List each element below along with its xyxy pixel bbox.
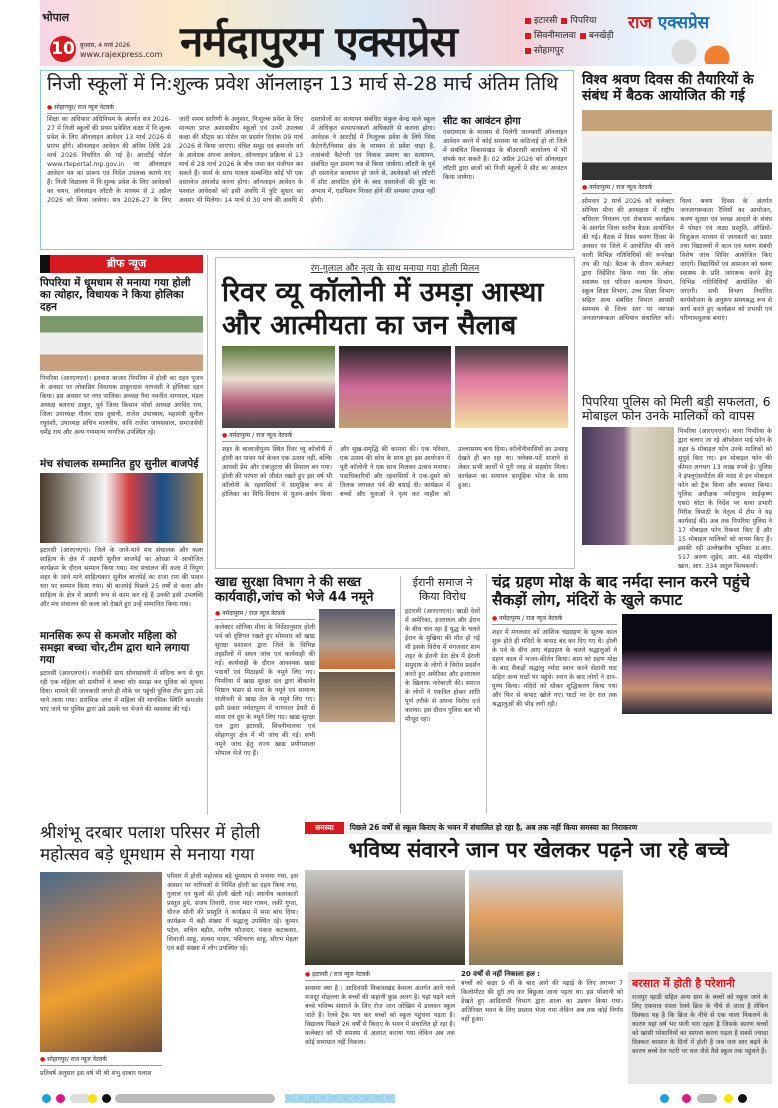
food-photo-2 [319,672,395,722]
brief-news-label: ब्रीफ न्यूज [40,255,203,273]
city-label: भोपाल [42,11,70,24]
website: www.rajexpress.com [80,50,163,59]
food-photo-1 [319,609,395,669]
byline: ● नर्मदापुरम / राज न्यूज नेटवर्क [582,183,672,194]
brief-body: पिपरिया (आरएनएन)। इतवारा बाजार पिपरिया में होली का दहन पूजन के अवसर पर लोकप्रिय विधायक ठाकुरदास नागवंशी ने होलिका दहन किया। इस अवसर पर नगर पालिका अध्यक्ष नैना नवनीत नागपाल, मंडल अध्यक्ष बलराम ठाकुर, पूर्व जिला किसान मोर्चा अध्यक्ष अरविंद राय, जिला उपाध्यक्ष गौतम दास दुबानी, राजेश उपाध्याय, महामंत्री सुनील रघुवंशी, उपाध्यक्ष सचिन मालवीय, कवि राजेश जायसवाल, समाजसेवी धर्मेंद्र राय और अन्य गणमान्य नागरिक उपस्थित रहे। [40,375,203,437]
lead-story [40,70,574,250]
iran-headline: ईरानी समाज ने किया विरोध [412,576,473,603]
eclipse-story [486,574,772,814]
holika-photo [40,316,203,371]
center-headline: रिवर व्यू कॉलोनी में उमड़ा आस्था और आत्मीयता का जन सैलाब [222,277,544,341]
center-body: शहर के बालाजीपुरम स्थित रिवर व्यू कॉलोनी में होली का पावन पर्व केवल एक उत्सव नहीं, बल्कि आपसी प्रेम और एकजुटता की मिसाल बन गया। होली की परंपरा को जीवंत रखते हुए इस वर्ष भी कॉलोनी के रहवासियों ने सामूहिक रूप से होलिका का विधि-विधान से पूजन-अर्चन किया और सुख-समृद्धि की कामना की। एक परिवार, एक उत्सव की सोच के साथ हुए इस आयोजन में पूरी कॉलोनी ने एक साथ मिलकर उत्सव मनाया। पदाधिकारियों और रहवासियों ने एक-दूसरे को तिलक लगाकर पर्व की बधाई दी। कार्यक्रम में बच्चों और युवाओं ने नृत्य कर माहौल को उल्लासमय बना दिया। कॉलोनीवासियों का उत्साह देखते ही बन रहा था। फ्लेक्स-पर्दे सजाने से लेकर सभी कार्यों में पूरी तरह से सहयोग मिला। कार्यक्रम का समापन सामूहिक भोज के साथ हुआ। [222,446,568,498]
registration-mark-yellow [724,1094,733,1103]
police-headline: पिपरिया पुलिस को मिली बड़ी सफलता, 6 मोबाइल फोन उनके मालिकों को वापस [582,394,771,424]
police-story [582,395,772,577]
registration-mark-gray [70,1094,90,1103]
edition: इटारसी [525,14,557,29]
byline: ● नर्मदापुरम / राज न्यूज नेटवर्क [222,431,332,442]
brand-left: राज [628,13,652,33]
newspaper-title: नर्मदापुरम एक्सप्रेस [180,17,457,66]
meeting-photo [582,110,772,180]
center-kicker: रंग-गुलाल और नृत्य के साथ मनाया गया होली मिलन [310,264,480,274]
police-body: पिपरिया (आरएनएन)। थाना पिपरिया के द्वारा चलाए जा रहे ऑपरेशन माई फोन के तहत 6 मोबाइल फोन उनके मालिकों को सुपुर्द किए गए। इन मोबाइल फोन की कीमत लगभग 13 लाख रुपये है। पुलिस ने इंफ्लूएंसपोर्टल की मदद से इन मोबाइल फोन को ट्रैक किया और बरामद किया। पुलिस अधीक्षक नर्मदापुरम साईकृष्ण एस0 थोटा के निर्देश पर थाना प्रभारी गिरीश त्रिपाठी के नेतृत्व में टीम ने यह कार्यवाई की। अब तक पिपरिया पुलिस ने 17 मोबाइल फोन रिकवर किए हैं और 15 मोबाइल मालिकों को वापस किए हैं। इसकी रही उल्लेखनीय भूमिका प्र.आर. 517 अरुण जुड़ेव, आर. 48 मोहसीन खान, आर. 334 अतुल विश्वकर्मा। [678,427,772,570]
lead-text: शिक्षा का अधिकार अधिनियम के अंतर्गत सत्र 2026-27 में निजी स्कूलों की प्रथम प्रवेशित कक्षा में नि:शुल्क प्रवेश के लिए ऑनलाइन आवेदन 13 मार्च 2026 से प्रारंभ होंगे। ऑनलाइन आवेदन की अंतिम तिथि 28 मार्च 2026 निर्धारित की गई है। आरटीई पोर्टल www.rteportal.mp.gov.in पर ऑनलाइन आवेदन पत्र का प्रारूप एवं निर्देश उपलब्ध कराये गए हैं। निजी विद्यालय में नि:शुल्क प्रवेश के लिए आवेदकों का चयन, ऑनलाइन लॉटरी के माध्यम से 2 अप्रैल 2026 को किया जावेगा। सत्र 2026-27 के लिए जारी समय सारिणी के अनुसार, निःशुल्क प्रवेश के लिए मान्यता प्राप्त अशासकीय स्कूलों एवं उनमें उपलब्ध कक्षा की सीट्स का पोर्टल पर प्रदर्शन दिनांक 09 मार्च 2026 से किया जाएगा। वंचित समूह एवं कमजोर वर्ग के आवेदक अपना आवेदन, ऑनलाइन प्रक्रिया से 13 मार्च से 28 मार्च 2026 के बीच जमा कर पंजीयन कर सकते हैं। फार्म के साथ पात्रता सम्बन्धित कोई भी एक दस्तावेज अपलोड करना होगा। ऑनलाइन आवेदन के पश्चात आवेदकों को इसी अवधि में त्रुटि सुधार का अवसर भी मिलेगा। 14 मार्च से 30 मार्च की अवधि में दस्तावेजों का सत्यापन संबंधित संकुल केन्द्र वाले स्कूल में अधिकृत सत्यापनकर्ता अधिकारी से कराना होगा। आवेदक ने आरटीई में निःशुल्क प्रवेश के लिये जिस कैटेगरी/निवास क्षेत्र के माध्यम से प्रवेश चाहा है, तत्संबंधी कैटेगरी एवं निवास प्रमाण का सत्यापन, संबंधित मूल प्रमाण पत्र से किया जायेगा। लॉटरी के पूर्व ही दस्तावेज सत्यापन हो जाने से, आवेदकों को लॉटरी में सीट आवंटित होने के बाद दस्तावेजों की त्रुटि या अभाव में, एडमिशन निरस्त होने की समस्या उत्पन्न नहीं होगी। [47,116,435,204]
brief-headline: पिपरिया में धूमधाम से मनाया गया होली का त्योहार, विधायक ने किया होलिका दहन [40,277,191,314]
school-subhead: 20 वर्षों से नहीं निकाला हल : [461,970,540,978]
holi-mahotsav-body: परिसर में होली महोत्सव बड़े धूमधाम से मनाया गया, इस अवसर पर नारियलों से निर्मित होली का दहन किया गया, गुलाल एवं फूलों की होली खेली गई। स्थानीय कलाकारों प्रस्तुत हुये, संजय तिवारी, राजा मंदर गायन, लकी गुप्ता, धीरज सोनी की प्रस्तुति ने कार्यक्रम में समा बांध दिया। कार्यक्रम में बड़ी संख्या में श्रद्धालु उपस्थित रहे। कुमार पटेल, सचिन बड़ौत, मनीष फौजदार, पंकज कटकवार, शिवाजी साहू, सत्यम यादव, पशिचरण साहू, सौरभ मेहता एवं बड़ी संख्या में लोग उपस्थित रहे। [167,873,298,952]
holi-photo-2 [339,346,452,428]
registration-tints [285,1094,395,1103]
byline: ● इटारसी / राज न्यूज नेटवर्क [305,970,455,981]
brand-logo [628,10,709,33]
registration-mark-cyan [660,1094,669,1103]
registration-mark-cyan [42,1094,51,1103]
holi-drum-illustration [640,34,750,64]
school-story [305,822,772,1087]
holi-mahotsav-story [40,822,298,1087]
edition: सोहागपुर [525,44,563,59]
brand-right: एक्सप्रेस [657,13,710,33]
rain-box-body: राजपुर म्हाडी सहित अन्य ग्राम के बच्चों को स्कूल जाने के लिए एकमात्र रास्ता रेलवे ब्रिज के नीचे से जाता है लेकिन दिक्कत यह है कि ब्रिज के नीचे से एक नाला निकलने के कारण वहां वर्ष भर पानी भरा रहता है जिसके कारण बच्चों को खासी परेशानियों का सामना करना पड़ता है सबसे ज्यादा दिक्कत बरसात के दिनों में होती है जब जल स्तर बढ़ने के कारण बच्चे रेल पटरी पर चल जैसे तैसे स्कूल तक पहुंचते हैं। [632,994,768,1055]
problem-label: समस्या [305,822,344,834]
holi-mahotsav-headline: श्रीशंभू दरबार पलाश परिसर में होली महोत्सव बड़े धूमधाम से मनाया गया [40,823,261,865]
eclipse-headline: चंद्र ग्रहण मोक्ष के बाद नर्मदा स्नान करने पहुंचे सैकड़ों लोग, मंदिरों के खुले कपाट [492,573,750,609]
right-top-body: सोमवार 2 मार्च 2026 को कलेक्टर सोनिया मीना की अध्यक्षता में राष्ट्रीय बधिरता नियंत्रण एवं रोकथाम कार्यक्रम के अंतर्गत जिला स्तरीय बैठक आयोजित की गई। बैठक में विश्व श्रवण दिवस के अवसर पर जिले में आयोजित की जाने वाली विभिन्न गतिविधियों की रूपरेखा तय की गई। बैठक के दौरान कलेक्टर द्वारा निर्देशित किया गया कि लोक स्वास्थ्य एवं परिवार कल्याण विभाग, स्कूल शिक्षा विभाग, उच्च शिक्षा विभाग सहित अन्य संबंधित विभाग आपसी समन्वय से जिला स्तर पर व्यापक जनजागरूकता अभियान संचालित करें। विश्व श्रवण दिवस के अंतर्गत जनजागरूकता रैलियों का आयोजन, श्रवण सुरक्षा एवं स्वच्छ आदतों के संबंध में पोस्टर एवं नाट्य प्रस्तुति, ऑडियो-विजुअल माध्यम से जानकारी का प्रसार तथा विद्यालयों में कान एवं श्रवण संबंधी विशेष जांच शिविर आयोजित किए जाएंगे। विद्यार्थियों एवं आमजन को श्रवण स्वास्थ्य के प्रति जागरूक करने हेतु विभिन्न गतिविधियाँ आयोजित की जाएंगी। सभी विभाग निर्धारित कार्ययोजना के अनुरूप समयबद्ध रूप से कार्य करते हुए कार्यक्रम को प्रभावी एवं परिणाममूलक बनाएं। [582,198,772,323]
iran-story [400,576,480,814]
registration-mark-magenta [56,1094,65,1103]
rain-box-title: बरसात में होती है परेशानी [632,977,735,990]
eclipse-body: शहर में मंगलवार को आंशिक चंद्रग्रहण के सूतक काल शुरू होते ही मंदिरों के कपाट बंद कर दिए गए थे। होली के पर्व के बीच आए चंद्रग्रहण के चलते श्रद्धालुओं ने ग्रहण काल में भजन-कीर्तन किया। शाम को ग्रहण मोक्ष के बाद सैकड़ों श्रद्धालु नर्मदा स्नान करने सेठानी घाट सहित अन्य घाटों पर पहुंचे। स्नान के बाद लोगों ने दान-पुण्य किया। मंदिरों को धोकर शुद्धिकरण किया गया और फिर से कपाट खोले गए। घाटों पर देर रात तक श्रद्धालुओं की भीड़ लगी रही। [492,628,617,708]
food-safety-story [215,576,395,814]
brief-headline: मंच संचालक सम्मानित हुए सुनील बाजपेई [40,458,199,471]
registration-mark-black [102,1094,111,1103]
lead-headline: निजी स्कूलों में नि:शुल्क प्रवेश ऑनलाइन 13 मार्च से-28 मार्च अंतिम तिथि [47,73,559,95]
page-number: 10 [50,36,76,62]
school-body-continued [628,870,772,965]
byline: ● सोहागपुर/ राज न्यूज नेटवर्क [40,1055,162,1066]
byline: ● नर्मदापुरम / राज न्यूज नेटवर्क [215,609,315,620]
police-photo [582,427,674,545]
school-body: समस्या क्या है : आदिवासी विकासखंड केसला अंतर्गत आने वाले मजदूर मोहल्ला के बच्चों की कहानी कुछ अलग है। यहां पढ़ने वाले बच्चे भविष्य संवारने के लिए रोज जान जोखिम में डालकर स्कूल जाते हैं। रेलवे ट्रैक पार कर बच्चों को स्कूल पहुंचना पड़ता है। विद्यालय पिछले 26 वर्षों से किराए के भवन में संचालित हो रहा है। कलेक्टर को भी समस्या से अवगत कराया गया लेकिन अब तक कोई समाधान नहीं निकला। [305,985,455,1046]
registration-mark-magenta [682,1094,691,1103]
brief-body: इटारसी (आरएनएन)। जिले के जाने-माने मंच संचालक और कला साहित्य के क्षेत्र में अग्रणी सुनील बाजपेई का ओरछा में आयोजित कार्यक्रम के दौरान सम्मान किया गया। मंच संचालन की कला में निपुण शहर के जाने माने साहित्यकार सुनील बाजपेई का राजा राम की पावन धरा पर सम्मान किया गया। श्री बाजपेई पिछले 25 वर्षों से कला और साहित्य के क्षेत्र में अग्रणी रूप से काम कर रहे हैं उनकी इसी उपलब्धि और मंच संचालन की कला को देखते हुए उन्हें सम्मानित किया गया। [40,547,203,609]
editions-list [525,14,635,59]
food-body: कलेक्टर सोनिया मीना के निर्देशानुसार होली पर्व को दृष्टिगत रखते हुए सोमवार को खाद्य सुरक्षा प्रशासन द्वारा जिले के विभिन्न तहसीलों में सघन जांच एवं कार्यवाही की गई। कार्यवाही के दौरान आवश्यक खाद्य पदार्थों एवं मिठाइयों के नमूने लिए गए। पिपरिया में खाद्य सुरक्षा दल द्वारा बीकानेर मिष्ठान भंडार से मावा के नमूने एवं सामान्य संजीवनी से खाद्य तेल के नमूने लिए गए। इसी प्रकार नर्मदापुरम में नागपाल डेयरी से मावा एवं दूध के नमूने लिए गए। खाद्य सुरक्षा दल द्वारा इटारसी, सिवनीमालवा एवं सोहागपुर क्षेत्र में भी जांच की गई। सभी नमूने जांच हेतु राज्य खाद्य प्रयोगशाला भोपाल भेजे गए हैं। [215,623,315,757]
byline: ● नर्मदापुरम / राज न्यूज नेटवर्क [492,614,617,625]
lead-subhead: सीट का आवंटन होगा [443,116,521,127]
food-headline: खाद्य सुरक्षा विभाग ने की सख्त कार्यवाही,जांच को भेजे 44 नमूने [215,575,374,605]
registration-mark-black [738,1094,747,1103]
rain-problem-box [628,972,772,1084]
holi-photo-3 [455,346,568,428]
school-headline: भविष्य संवारने जान पर खेलकर पढ़ने जा रहे बच्चे [348,838,729,862]
right-top-headline: विश्व श्रवण दिवस की तैयारियों के संबंध में बैठक आयोजित की गई [582,72,754,105]
holi-photo-1 [222,346,335,428]
railway-bridge-photo [305,870,465,965]
lead-body [47,115,567,247]
edition: बनखेड़ी [580,29,614,44]
school-body-2: बच्चों को कक्षा 9 वीं के बाद आगे की पढ़ाई के लिए लगभग 7 किलोमीटर की दूरी तय कर बिछुआ जाना पड़ता था। इस परेशानी को देखते हुए आदिवासी विभाग द्वारा शाला का उन्नयन किया गया। अतिरिक्त भवन के लिए प्रस्ताव भेजा गया लेकिन अब तक कोई निर्णय नहीं हुआ। [461,980,623,1023]
school-kicker: पिछले 26 वर्षों से स्कूल किराए के भवन में संचालित हो रहा है, अब तक नहीं किया समस्या का निराकरण [349,823,638,832]
right-top-story [582,72,772,397]
byline: ● सोहागपुर/ राज न्यूज नेटवर्क [47,103,137,114]
edition: पिपरिया [561,14,596,29]
school-building-photo [469,870,623,965]
iran-body: इटारसी (आरएनएन)। खाड़ी देशों में अमेरिका, इजरायल और ईरान के बीच चल रहा है युद्ध के चलते ईरान के मुखिया की मौत हो गई थी इसके विरोध में मंगलवार शाम शहर के ईरानी डेरा क्षेत्र में ईरानी समुदाय के लोगों ने विरोध प्रदर्शन करते हुए अमेरिका और इजरायल के खिलाफ नारेबाजी की। समाज के लोगों ने एकत्रित होकर शांति पूर्ण तरीके से अपना विरोध दर्ज कराया। इस दौरान पुलिस बल भी मौजूद रहा। [405,608,480,723]
award-photo [40,473,203,543]
brief-body: इटारसी (आरएनएन)। नजदीकी ग्राम सोनासांवरी में संदिग्ध रूप से घूम रही एक महिला को ग्रामीणों ने बच्चा चोर समझ कर पुलिस को सूचना दिया। मामले की जानकारी लगते ही मौके पर पहुंची पुलिस टीम द्वारा उसे थाने लाया गया। प्रारंभिक जांच में महिला की मानसिक स्थिति कमजोर पाए जाने पर पुलिस द्वारा उसे उसके घर भेजने की व्यवस्था की गई। [40,670,203,714]
center-story [215,257,575,569]
lead-text-2: एसएमएस के माध्यम से मिलेगी जानकारी ऑनलाइन आवेदन करने में कोई समस्या या कठिनाई हो तो जिले में संबंधित विकासखंड के बीआरसी कार्यालय में भी संपर्क कर सकते हैं। 02 अप्रैल 2026 को ऑनलाइन लॉटरी द्वारा छात्रों को निजी स्कूलों में सीट का आवंटन किया जायेगा। [443,129,567,181]
brief-news-column [40,255,208,815]
registration-mark-yellow [88,1094,97,1103]
holi-fire-photo [40,872,162,1052]
school-kicker-bar [305,822,772,834]
registration-bar [115,1094,275,1103]
eclipse-photo [622,614,772,714]
registration-mark-gray [697,1094,717,1103]
date: बुधवार, 4 मार्च 2026 [80,42,131,49]
brief-headline: मानसिक रूप से कमजोर महिला को समझा बच्चा चोर,टीम द्वारा थाने लगाया गया [40,630,190,667]
edition: सिवनीमालवा [525,29,576,44]
holi-mahotsav-caption: प्रतिवर्ष अनुसार इस वर्ष भी श्री शंभु दरबार पलाश [40,1070,152,1077]
